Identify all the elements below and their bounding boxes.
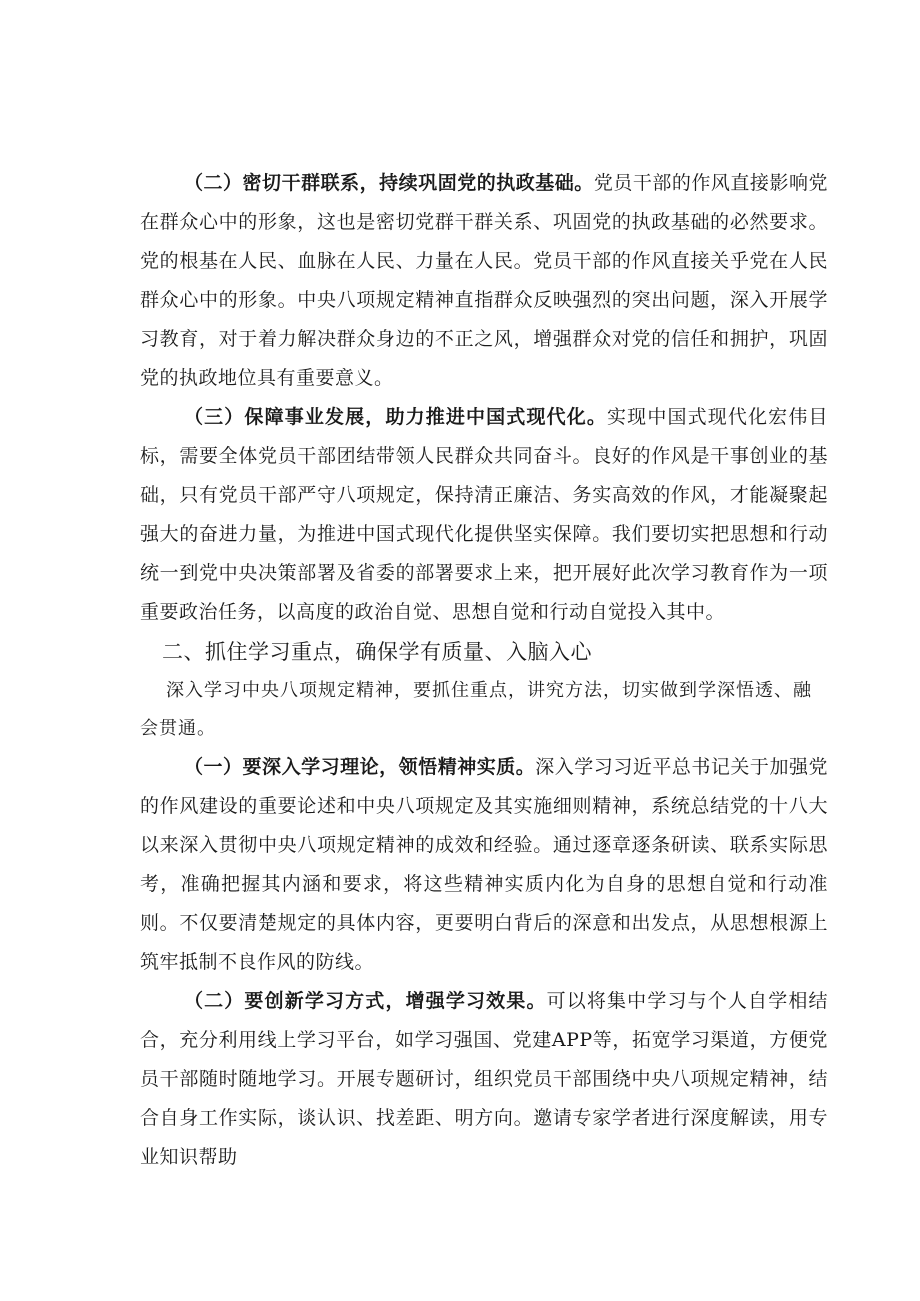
paragraph-study-theory (140, 748, 828, 982)
paragraph-close-ties (140, 164, 828, 398)
paragraph-innovate-methods (140, 982, 828, 1177)
paragraph-text: 实现中国式现代化宏伟目标，需要全体党员干部团结带领人民群众共同奋斗。良好的作风是干事创业的基础，只有党员干部严守八项规定，保持清正廉洁、务实高效的作风，才能凝聚起强大的奋进力量，为推进中国式现代化提供坚实保障。我们要切实把思想和行动统一到党中央决策部署及省委的部署要求上来，把开展好此次学习教育作为一项重要政治任务，以高度的政治自觉、思想自觉和行动自觉投入其中。 (140, 406, 828, 623)
paragraph-lead: （二）要创新学习方式，增强学习效果。 (184, 990, 547, 1012)
document-body (140, 164, 828, 1177)
paragraph-lead: （三）保障事业发展，助力推进中国式现代化。 (184, 406, 608, 428)
section-intro: 深入学习中央八项规定精神，要抓住重点，讲究方法，切实做到学深悟透、融会贯通。 (140, 680, 812, 739)
paragraph-lead: （一）要深入学习理论，领悟精神实质。 (184, 756, 536, 778)
paragraph-guarantee-development (140, 398, 828, 632)
paragraph-text: 党员干部的作风直接影响党在群众心中的形象，这也是密切党群干群关系、巩固党的执政基础的必然要求。党的根基在人民、血脉在人民、力量在人民。党员干部的作风直接关乎党在人民群众心中的形象。中央八项规定精神直指群众反映强烈的突出问题，深入开展学习教育，对于着力解决群众身边的不正之风，增强群众对党的信任和拥护，巩固党的执政地位具有重要意义。 (140, 172, 828, 389)
paragraph-text: 深入学习习近平总书记关于加强党的作风建设的重要论述和中央八项规定及其实施细则精神，系统总结党的十八大以来深入贯彻中央八项规定精神的成效和经验。通过逐章逐条研读、联系实际思考，准确把握其内涵和要求，将这些精神实质内化为自身的思想自觉和行动准则。不仅要清楚规定的具体内容，更要明白背后的深意和出发点，从思想根源上筑牢抵制不良作风的防线。 (140, 756, 828, 973)
section-heading: 二、抓住学习重点，确保学有质量、入脑入心 (162, 640, 592, 664)
paragraph-lead: （二）密切干群联系，持续巩固党的执政基础。 (184, 172, 594, 194)
paragraph-text: 可以将集中学习与个人自学相结合，充分利用线上学习平台，如学习强国、党建APP等，拓宽学习渠道，方便党员干部随时随地学习。开展专题研讨，组织党员干部围绕中央八项规定精神，结合自身工作实际，谈认识、找差距、明方向。邀请专家学者进行深度解读，用专业知识帮助 (140, 990, 828, 1168)
